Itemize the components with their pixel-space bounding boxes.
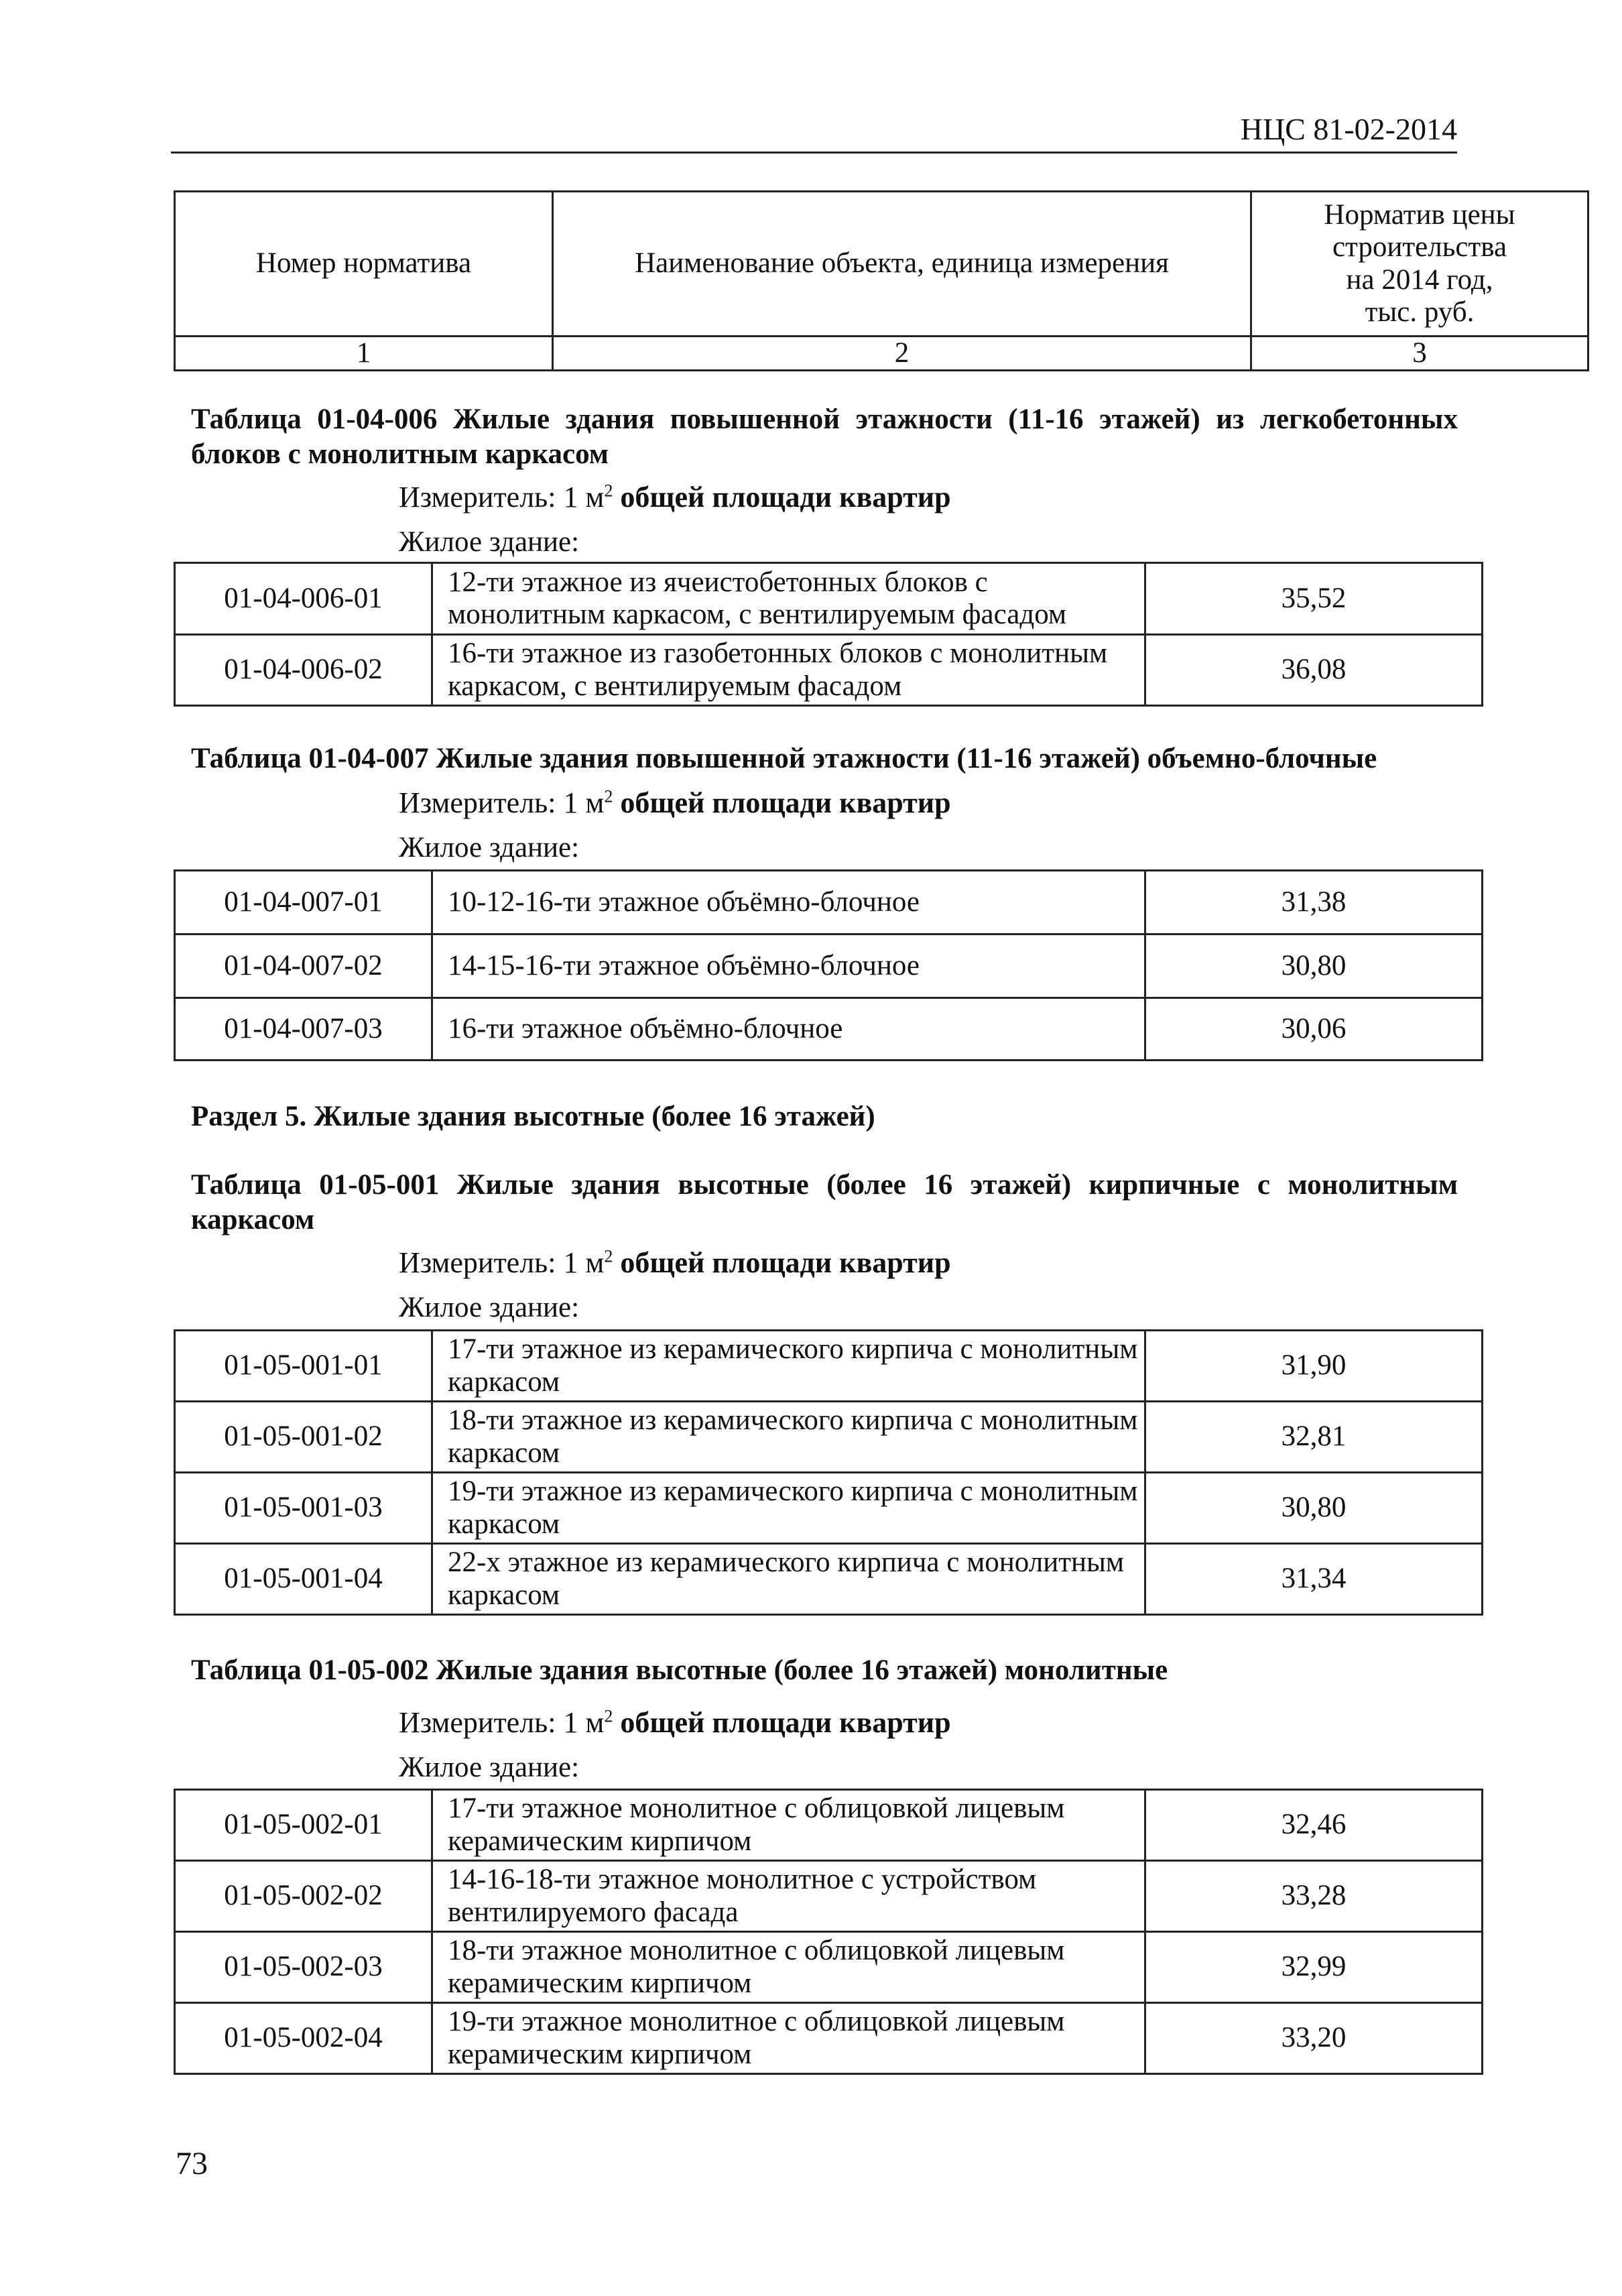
row-name: 22-х этажное из керамического кирпича с монолитным каркасом	[432, 1544, 1145, 1615]
table-row	[175, 1932, 1483, 2003]
table-row	[175, 934, 1483, 998]
row-name: 17-ти этажное монолитное с облицовкой лицевым керамическим кирпичом	[432, 1790, 1145, 1861]
building-label: Жилое здание:	[399, 1752, 580, 1783]
measure-prefix: Измеритель: 1 м	[399, 1706, 605, 1739]
measure-sup: 2	[604, 481, 613, 501]
row-price: 30,80	[1145, 1473, 1483, 1544]
table-row	[175, 1402, 1483, 1473]
page-number: 73	[176, 2146, 208, 2181]
table-title: Таблица 01-05-001 Жилые здания высотные (более 16 этажей) кирпичные с монолитным каркасом	[191, 1169, 1458, 1235]
document-code: НЦС 81-02-2014	[1240, 112, 1457, 146]
measure-sup: 2	[604, 1246, 613, 1266]
row-price: 31,38	[1145, 871, 1483, 934]
row-price: 30,80	[1145, 934, 1483, 998]
row-name: 12-ти этажное из ячеистобетонных блоков с монолитным каркасом, с вентилируемым фасадом	[432, 563, 1145, 635]
row-name: 18-ти этажное монолитное с облицовкой лицевым керамическим кирпичом	[432, 1932, 1145, 2003]
col-header-price-line: строительства	[1332, 231, 1507, 263]
table-title: Таблица 01-04-006 Жилые здания повышенной этажности (11-16 этажей) из легкобетонных блоков с монолитным каркасом	[191, 404, 1458, 470]
row-code: 01-05-001-01	[175, 1331, 432, 1402]
row-name: 19-ти этажное монолитное с облицовкой лицевым керамическим кирпичом	[432, 2003, 1145, 2074]
col-number: 3	[1251, 337, 1588, 371]
measure-line	[399, 1705, 951, 1740]
col-number: 2	[553, 337, 1251, 371]
measure-rest: общей площади квартир	[613, 1246, 951, 1279]
section-title: Раздел 5. Жилые здания высотные (более 16 этажей)	[191, 1101, 875, 1132]
measure-rest: общей площади квартир	[613, 786, 951, 819]
row-price: 32,99	[1145, 1932, 1483, 2003]
measure-prefix: Измеритель: 1 м	[399, 786, 605, 819]
column-header-row	[175, 192, 1588, 337]
row-name: 16-ти этажное из газобетонных блоков с монолитным каркасом, с вентилируемым фасадом	[432, 635, 1145, 706]
header-rule	[171, 152, 1457, 154]
row-code: 01-05-002-01	[175, 1790, 432, 1861]
row-name: 14-15-16-ти этажное объёмно-блочное	[432, 934, 1145, 998]
price-table	[174, 869, 1483, 1061]
row-name: 19-ти этажное из керамического кирпича с монолитным каркасом	[432, 1473, 1145, 1544]
col-header-price	[1251, 192, 1588, 337]
row-name: 18-ти этажное из керамического кирпича с монолитным каркасом	[432, 1402, 1145, 1473]
measure-sup: 2	[604, 786, 613, 806]
row-price: 33,28	[1145, 1861, 1483, 1932]
measure-sup: 2	[604, 1706, 613, 1726]
row-code: 01-04-007-02	[175, 934, 432, 998]
row-price: 32,46	[1145, 1790, 1483, 1861]
table-row	[175, 871, 1483, 934]
col-header-price-line: Норматив цены	[1324, 199, 1515, 231]
col-header-name: Наименование объекта, единица измерения	[553, 192, 1251, 337]
price-table	[174, 1789, 1483, 2075]
building-label: Жилое здание:	[399, 832, 580, 863]
table-row	[175, 635, 1483, 706]
column-number-row	[175, 337, 1588, 371]
table-row	[175, 998, 1483, 1061]
row-price: 33,20	[1145, 2003, 1483, 2074]
row-name: 14-16-18-ти этажное монолитное с устройством вентилируемого фасада	[432, 1861, 1145, 1932]
row-code: 01-05-001-02	[175, 1402, 432, 1473]
row-price: 31,34	[1145, 1544, 1483, 1615]
table-title: Таблица 01-04-007 Жилые здания повышенной этажности (11-16 этажей) объемно-блочные	[191, 743, 1377, 774]
table-row	[175, 563, 1483, 635]
table-row	[175, 1544, 1483, 1615]
table-row	[175, 1861, 1483, 1932]
measure-prefix: Измеритель: 1 м	[399, 1246, 605, 1279]
column-header-table	[174, 190, 1589, 371]
row-code: 01-05-001-04	[175, 1544, 432, 1615]
building-label: Жилое здание:	[399, 1292, 580, 1323]
row-code: 01-04-007-01	[175, 871, 432, 934]
table-row	[175, 2003, 1483, 2074]
measure-line	[399, 480, 951, 514]
table-row	[175, 1473, 1483, 1544]
measure-prefix: Измеритель: 1 м	[399, 481, 605, 513]
row-price: 35,52	[1145, 563, 1483, 635]
row-code: 01-04-006-02	[175, 635, 432, 706]
price-table	[174, 562, 1483, 707]
row-code: 01-05-002-02	[175, 1861, 432, 1932]
row-price: 30,06	[1145, 998, 1483, 1061]
col-header-number: Номер норматива	[175, 192, 553, 337]
row-price: 31,90	[1145, 1331, 1483, 1402]
building-label: Жилое здание:	[399, 526, 580, 558]
measure-line	[399, 1246, 951, 1280]
row-code: 01-05-002-04	[175, 2003, 432, 2074]
row-code: 01-04-007-03	[175, 998, 432, 1061]
row-code: 01-05-001-03	[175, 1473, 432, 1544]
col-header-price-line: тыс. руб.	[1365, 296, 1475, 328]
table-title: Таблица 01-05-002 Жилые здания высотные (более 16 этажей) монолитные	[191, 1654, 1168, 1686]
col-header-price-line: на 2014 год,	[1346, 263, 1493, 296]
row-price: 32,81	[1145, 1402, 1483, 1473]
row-code: 01-05-002-03	[175, 1932, 432, 2003]
row-name: 16-ти этажное объёмно-блочное	[432, 998, 1145, 1061]
measure-rest: общей площади квартир	[613, 481, 951, 513]
measure-rest: общей площади квартир	[613, 1706, 951, 1739]
row-name: 17-ти этажное из керамического кирпича с монолитным каркасом	[432, 1331, 1145, 1402]
measure-line	[399, 786, 951, 820]
row-price: 36,08	[1145, 635, 1483, 706]
table-row	[175, 1790, 1483, 1861]
table-row	[175, 1331, 1483, 1402]
price-table	[174, 1329, 1483, 1616]
col-number: 1	[175, 337, 553, 371]
row-code: 01-04-006-01	[175, 563, 432, 635]
row-name: 10-12-16-ти этажное объёмно-блочное	[432, 871, 1145, 934]
